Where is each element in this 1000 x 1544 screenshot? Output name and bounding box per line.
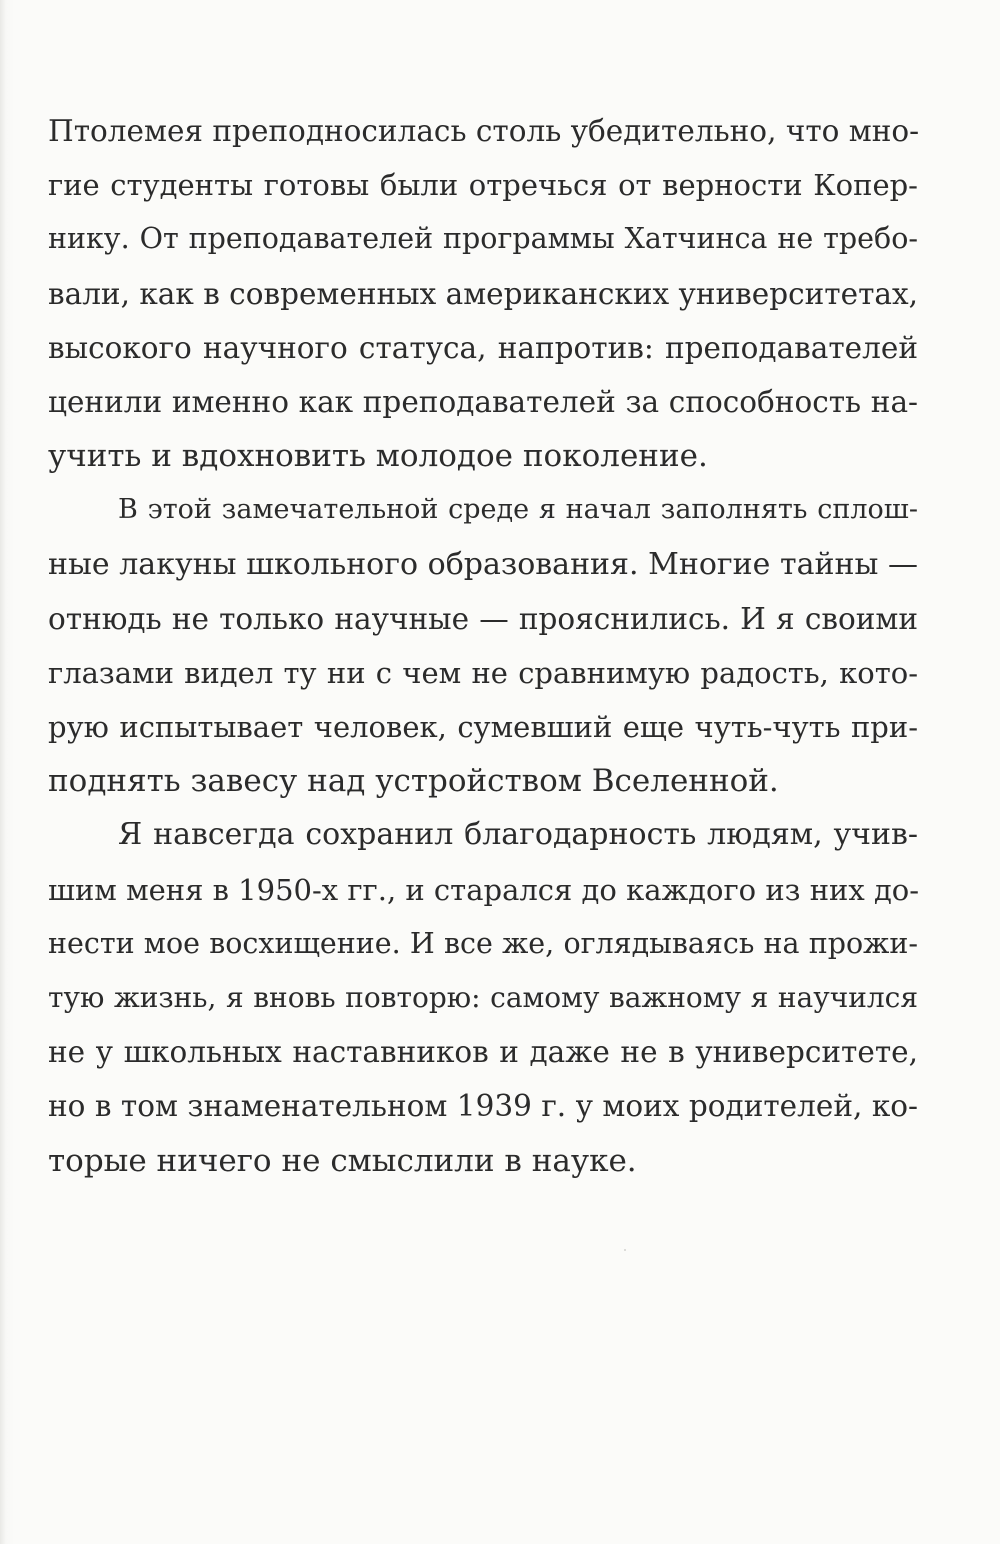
text-line: нику. От преподавателей программы Хатчинса не требо- (48, 222, 918, 256)
text-line: гие студенты готовы были отречься от верности Копер- (48, 168, 918, 203)
text-line: рую испытывает человек, сумевший еще чуть-чуть при- (48, 710, 918, 745)
text-line: высокого научного статуса, напротив: преподавателей (48, 330, 918, 365)
text-line: торые ничего не смыслили в науке. (48, 1142, 637, 1179)
text-line: глазами видел ту ни с чем не сравнимую радость, кото- (48, 655, 918, 690)
text-line: но в том знаменательном 1939 г. у моих родителей, ко- (48, 1089, 918, 1124)
body-text (48, 104, 918, 1188)
text-line: Я навсегда сохранил благодарность людям, учив- (118, 817, 918, 853)
text-line: тую жизнь, я вновь повторю: самому важному я научился (48, 981, 918, 1014)
text-line: Птолемея преподносилась столь убедительно, что мно- (48, 114, 920, 148)
text-line: не у школьных наставников и даже не в университете, (48, 1035, 918, 1070)
text-line: шим меня в 1950-х гг., и старался до каждого из них до- (48, 872, 920, 907)
paper-speck (624, 1249, 626, 1251)
text-line: отнюдь не только научные — прояснились. И я своими (48, 601, 918, 636)
text-line: учить и вдохновить молодое поколение. (48, 438, 708, 475)
text-line: поднять завесу над устройством Вселенной. (48, 763, 779, 800)
text-line: нести мое восхищение. И все же, оглядываясь на прожи- (48, 926, 918, 960)
text-line: ценили именно как преподавателей за способность на- (48, 384, 918, 419)
text-line: вали, как в современных американских университетах, (48, 276, 919, 311)
text-line: ные лакуны школьного образования. Многие тайны — (48, 546, 918, 582)
text-line: В этой замечательной среде я начал заполнять сплош- (118, 494, 918, 526)
